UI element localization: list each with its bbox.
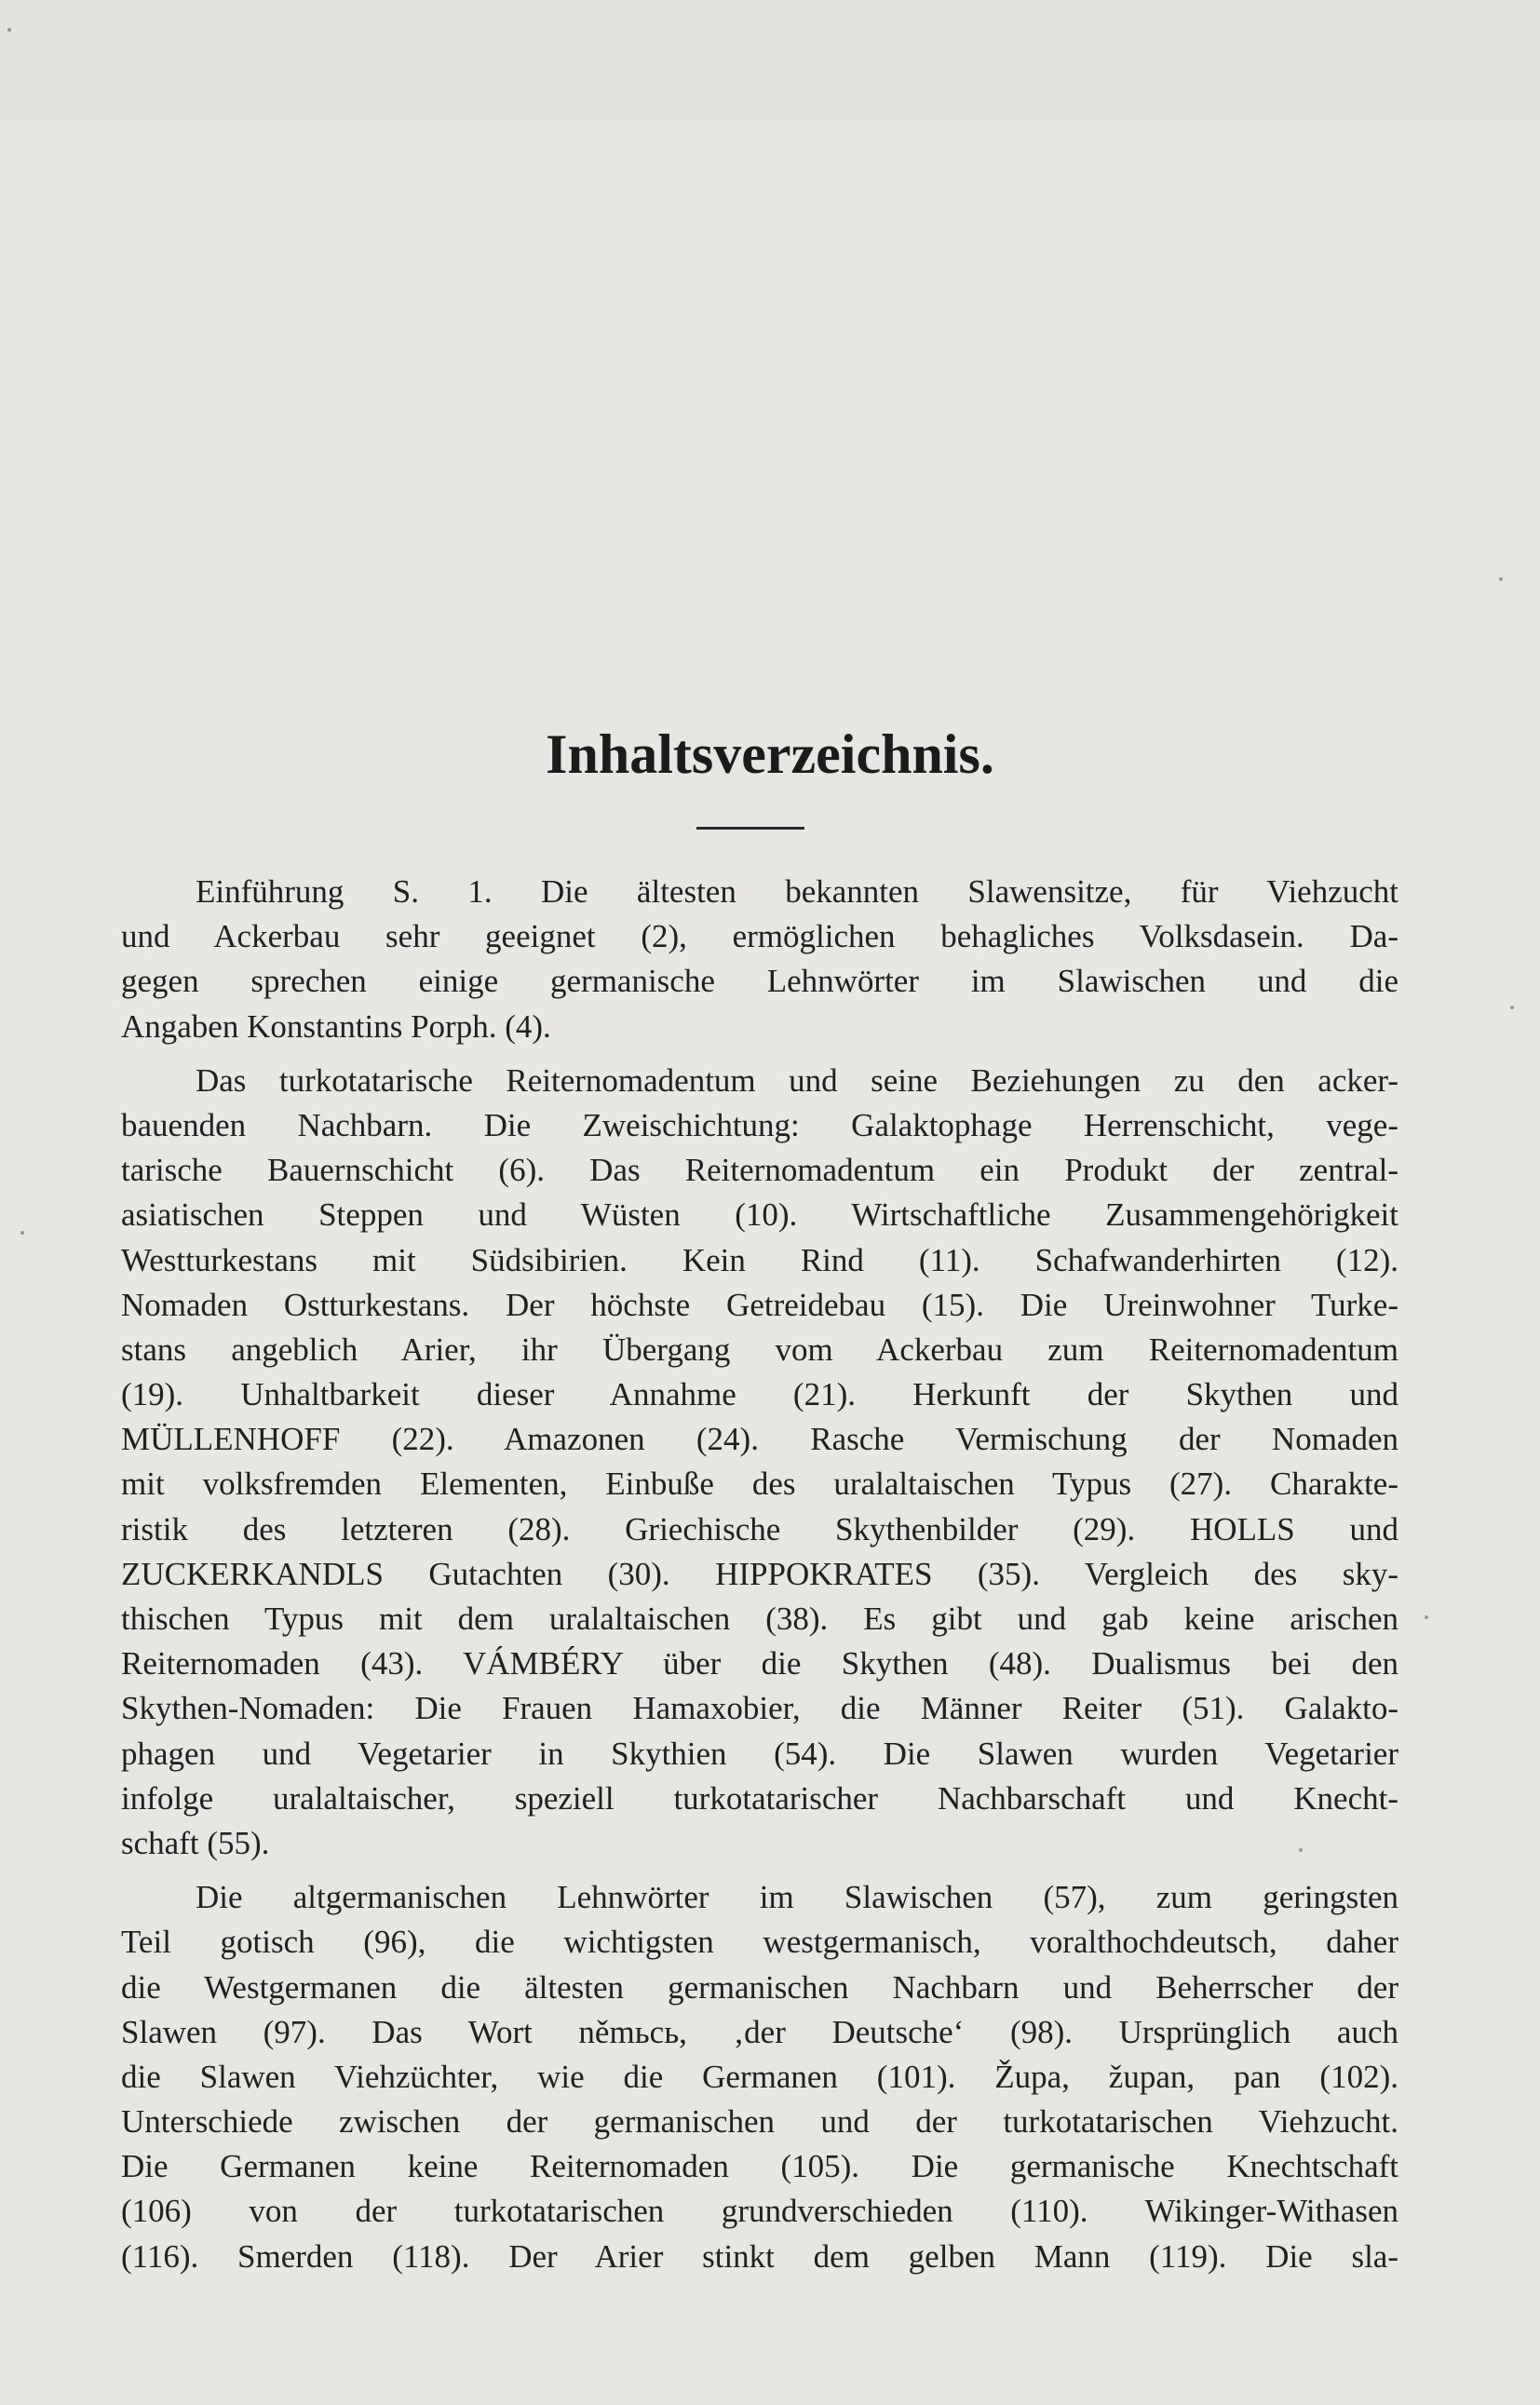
text-line: Westturkestans mit Südsibirien. Kein Rind (11). Schafwanderhirten (12).	[121, 1241, 1398, 1278]
toc-paragraph-1	[121, 870, 1398, 1049]
text-line: Nomaden Ostturkestans. Der höchste Getreidebau (15). Die Ureinwohner Turke-	[121, 1286, 1398, 1323]
paper-speck	[1299, 1848, 1303, 1852]
text-line: bauenden Nachbarn. Die Zweischichtung: Galaktophage Herrenschicht, vege-	[121, 1106, 1398, 1143]
text-line: schaft (55).	[121, 1824, 270, 1861]
text-line: phagen und Vegetarier in Skythien (54). Die Slawen wurden Vegetarier	[121, 1735, 1398, 1772]
text-line: Slawen (97). Das Wort němьcь, ‚der Deutsche‘ (98). Ursprünglich auch	[121, 2013, 1398, 2050]
toc-paragraph-3	[121, 1875, 1398, 2279]
text-line: infolge uralaltaischer, speziell turkotatarischer Nachbarschaft und Knecht-	[121, 1779, 1398, 1817]
paper-speck	[7, 28, 11, 32]
text-line: (106) von der turkotatarischen grundverschieden (110). Wikinger-Withasen	[121, 2193, 1398, 2230]
text-line: mit volksfremden Elementen, Einbuße des uralaltaischen Typus (27). Charakte-	[121, 1466, 1398, 1503]
paper-speck	[1425, 1615, 1428, 1619]
text-line: Das turkotatarische Reiternomadentum und seine Beziehungen zu den acker-	[196, 1061, 1398, 1099]
text-line: tarische Bauernschicht (6). Das Reiternomadentum ein Produkt der zentral-	[121, 1152, 1398, 1189]
toc-paragraph-2	[121, 1059, 1398, 1866]
paper-speck	[20, 1231, 24, 1235]
text-line: stans angeblich Arier, ihr Übergang vom Ackerbau zum Reiternomadentum	[121, 1331, 1398, 1368]
text-line: Die altgermanischen Lehnwörter im Slawischen (57), zum geringsten	[196, 1879, 1398, 1916]
text-line: und Ackerbau sehr geeignet (2), ermöglichen behagliches Volksdasein. Da-	[121, 918, 1398, 955]
text-line: Einführung S. 1. Die ältesten bekannten Slawensitze, für Viehzucht	[196, 873, 1398, 910]
text-line: ZUCKERKANDLS Gutachten (30). HIPPOKRATES (35). Vergleich des sky-	[121, 1555, 1398, 1592]
text-line: asiatischen Steppen und Wüsten (10). Wirtschaftliche Zusammengehörigkeit	[121, 1196, 1398, 1234]
text-line: ristik des letzteren (28). Griechische Skythenbilder (29). HOLLS und	[121, 1510, 1398, 1547]
text-line: die Slawen Viehzüchter, wie die Germanen (101). Župa, župan, pan (102).	[121, 2058, 1398, 2095]
page-title: Inhaltsverzeichnis.	[546, 723, 994, 785]
table-of-contents-text	[121, 870, 1398, 2289]
text-line: thischen Typus mit dem uralaltaischen (38). Es gibt und gab keine arischen	[121, 1601, 1398, 1637]
text-line: MÜLLENHOFF (22). Amazonen (24). Rasche Vermischung der Nomaden	[121, 1421, 1398, 1458]
text-line: Angaben Konstantins Porph. (4).	[121, 1007, 551, 1045]
text-line: (19). Unhaltbarkeit dieser Annahme (21). Herkunft der Skythen und	[121, 1376, 1398, 1413]
text-line: gegen sprechen einige germanische Lehnwörter im Slawischen und die	[121, 963, 1398, 1000]
text-line: die Westgermanen die ältesten germanischen Nachbarn und Beherrscher der	[121, 1968, 1398, 2006]
text-line: Teil gotisch (96), die wichtigsten westgermanisch, voralthochdeutsch, daher	[121, 1924, 1398, 1961]
paper-speck	[1510, 1006, 1514, 1009]
paper-speck	[1499, 577, 1503, 581]
text-line: Unterschiede zwischen der germanischen und der turkotatarischen Viehzucht.	[121, 2103, 1398, 2141]
text-line: Die Germanen keine Reiternomaden (105). Die germanische Knechtschaft	[121, 2148, 1398, 2185]
title-divider	[696, 827, 804, 830]
text-line: Reiternomaden (43). VÁMBÉRY über die Skythen (48). Dualismus bei den	[121, 1645, 1398, 1682]
text-line: Skythen-Nomaden: Die Frauen Hamaxobier, die Männer Reiter (51). Galakto-	[121, 1690, 1398, 1727]
text-line: (116). Smerden (118). Der Arier stinkt dem gelben Mann (119). Die sla-	[121, 2237, 1398, 2275]
